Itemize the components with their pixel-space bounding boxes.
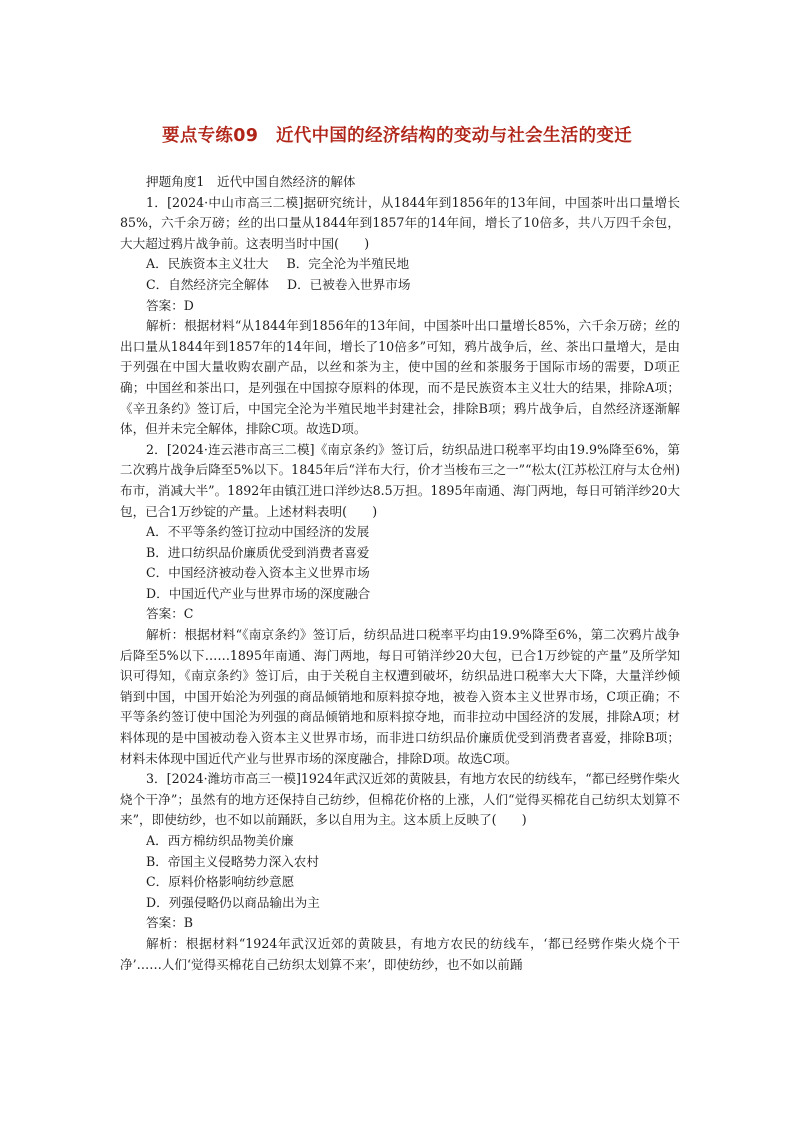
question-2-answer: 答案：C — [146, 606, 194, 622]
question-2-stem: 2．[2024·连云港市高三二模]《南京条约》签订后，纺织品进口税率平均由19.9%降至6%，第二次鸦片战争后降至5%以下。1845年后“洋布大行，价才当梭布三之一”“松太(江苏松江府与太仓州)布市，消减大半”。1892年由镇江进口洋纱达8.5万担。1895年南通、海门两地，每日可销洋纱20大包，已合1万纱锭的产量。上述材料表明( ) — [120, 441, 680, 519]
question-3-analysis: 解析：根据材料“1924年武汉近郊的黄陂县，有地方农民的纺线车，‘都已经劈作柴火烧个干净’……人们‘觉得买棉花自己纺织太划算不来’，即使纺纱，也不如以前踊 — [120, 935, 680, 972]
question-1-option-c: C．自然经济完全解体 — [146, 276, 269, 292]
question-1-answer: 答案：D — [146, 297, 194, 313]
question-3-option-c: C．原料价格影响纺纱意愿 — [146, 874, 295, 890]
page-title: 要点专练09 近代中国的经济结构的变动与社会生活的变迁 — [162, 126, 632, 146]
section-heading: 押题角度1 近代中国自然经济的解体 — [146, 174, 356, 189]
document-body — [120, 172, 680, 975]
question-2-option-c: C．中国经济被动卷入资本主义世界市场 — [146, 565, 370, 581]
question-1-option-b: B．完全沦为半殖民地 — [286, 256, 410, 272]
question-3-option-d: D．列强侵略仍以商品输出为主 — [146, 894, 320, 910]
question-2-analysis: 解析：根据材料“《南京条约》签订后，纺织品进口税率平均由19.9%降至6%，第二次鸦片战争后降至5%以下……1895年南通、海门两地，每日可销洋纱20大包，已合1万纱锭的产量”及所学知识可得知，《南京条约》签订后，由于关税自主权遭到破坏，纺织品进口税率大大下降，大量洋纱倾销到中国，中国开始沦为列强的商品倾销地和原料掠夺地，被卷入资本主义世界市场，C项正确；不平等条约签订使中国沦为列强的商品倾销地和原料掠夺地，而非拉动中国经济的发展，排除A项；材料体现的是中国被动卷入资本主义世界市场，而非进口纺织品价廉质优受到消费者喜爱，排除B项；材料未体现中国近代产业与世界市场的深度融合，排除D项。故选C项。 — [120, 627, 680, 766]
question-1-stem: 1．[2024·中山市高三二模]据研究统计，从1844年到1856年的13年间，中国茶叶出口量增长85%，六千余万磅；丝的出口量从1844年到1857年的14年间，增长了10倍多，共八万四千余包，大大超过鸦片战争前。这表明当时中国( ) — [120, 194, 680, 251]
question-3-option-a: A．西方棉纺织品物美价廉 — [146, 833, 294, 848]
question-1-analysis: 解析：根据材料“从1844年到1856年的13年间，中国茶叶出口量增长85%，六千余万磅；丝的出口量从1844年到1857年的14年间，增长了10倍多”可知，鸦片战争后，丝、茶出口量增大，是由于列强在中国大量收购农副产品，以丝和茶为主，使中国的丝和茶服务于国际市场的需要，D项正确；中国丝和茶出口，是列强在中国掠夺原料的体现，而不是民族资本主义壮大的结果，排除A项；《辛丑条约》签订后，中国完全沦为半殖民地半封建社会，排除B项；鸦片战争后，自然经济逐渐解体，但并未完全解体，排除C项。故选D项。 — [120, 318, 680, 437]
question-2-option-a: A．不平等条约签订拉动中国经济的发展 — [146, 524, 370, 540]
question-3-option-b: B．帝国主义侵略势力深入农村 — [146, 853, 319, 869]
question-1-option-a: A．民族资本主义壮大 — [146, 256, 269, 272]
question-2-option-b: B．进口纺织品价廉质优受到消费者喜爱 — [146, 544, 370, 560]
question-2-option-d: D．中国近代产业与世界市场的深度融合 — [146, 585, 371, 601]
question-3-stem: 3．[2024·潍坊市高三一模]1924年武汉近郊的黄陂县，有地方农民的纺线车，“都已经劈作柴火烧个干净”；虽然有的地方还保持自己纺纱，但棉花价格的上涨，人们“觉得买棉花自己纺织太划算不来”，即使纺纱，也不如以前踊跃，多以自用为主。这本质上反映了( ) — [120, 771, 680, 828]
question-3-answer: 答案：B — [146, 915, 194, 931]
question-1-option-d: D．已被卷入世界市场 — [286, 276, 411, 292]
question-1-options-row-1 — [120, 254, 680, 275]
question-1-options-row-2 — [120, 275, 680, 296]
